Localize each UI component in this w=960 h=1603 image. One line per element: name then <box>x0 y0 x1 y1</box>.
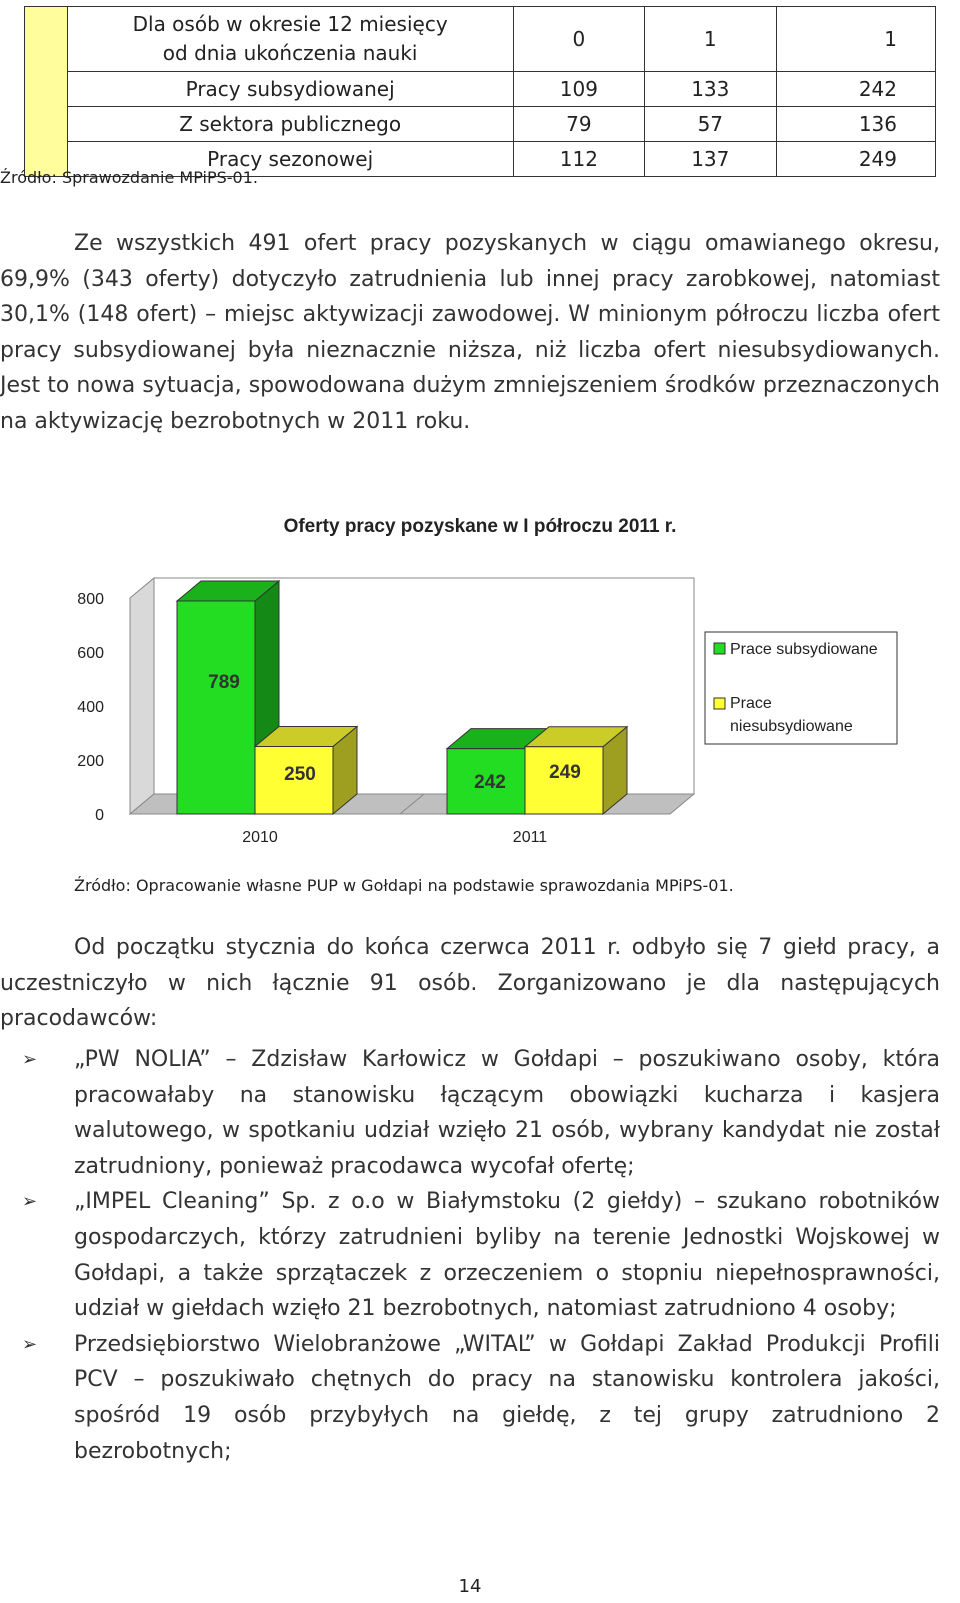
table-cell: 249 <box>776 142 935 177</box>
bar <box>177 601 255 814</box>
x-tick-label: 2010 <box>242 829 278 846</box>
highlight-cell <box>25 7 68 177</box>
table-cell: 109 <box>513 72 644 107</box>
employers-list <box>0 1042 940 1469</box>
y-tick-label: 600 <box>77 645 104 662</box>
list-item <box>0 1327 940 1469</box>
data-label: 789 <box>208 672 240 693</box>
body-paragraph: Od początku stycznia do końca czerwca 2011 r. odbyło się 7 giełd pracy, a uczestniczyło w nich łącznie 91 osób. Zorganizowano je dla następujących pracodawców: <box>0 935 940 1032</box>
label-line-2: od dnia ukończenia nauki <box>162 41 418 65</box>
table-cell: 133 <box>645 72 776 107</box>
table-source-note: Źródło: Sprawozdanie MPiPS-01. <box>0 168 258 187</box>
list-item <box>0 1042 940 1184</box>
page-number: 14 <box>458 1576 482 1597</box>
list-item <box>0 1184 940 1326</box>
table-row <box>25 72 936 107</box>
chart-title: Oferty pracy pozyskane w I półroczu 2011 r. <box>283 516 677 537</box>
chart-side-wall <box>130 578 154 814</box>
table-cell-label: Pracy sezonowej <box>67 142 513 177</box>
y-tick-label: 0 <box>95 807 104 824</box>
table-row <box>25 7 936 72</box>
table-cell: 1 <box>645 7 776 72</box>
legend-swatch <box>714 643 725 654</box>
data-label: 250 <box>284 764 316 785</box>
offers-table <box>24 6 936 177</box>
table-cell: 137 <box>645 142 776 177</box>
chart-source-note: Źródło: Opracowanie własne PUP w Gołdapi na podstawie sprawozdania MPiPS-01. <box>74 876 734 895</box>
table-cell: 1 <box>776 7 935 72</box>
table-cell-label: Z sektora publicznego <box>67 107 513 142</box>
bar-chart <box>0 560 960 870</box>
y-tick-label: 200 <box>77 753 104 770</box>
data-label: 242 <box>474 772 506 793</box>
legend-label: Prace subsydiowane <box>730 641 878 658</box>
list-item-text: Przedsiębiorstwo Wielobranżowe „WITAL” w Gołdapi Zakład Produkcji Profili PCV – poszukiwało chętnych do pracy na stanowisku kontrolera jakości, spośród 19 osób przybyłych na giełdę, z tej grupy zatrudniono 2 bezrobotnych; <box>74 1331 940 1464</box>
y-tick-label: 400 <box>77 699 104 716</box>
table-cell: 242 <box>776 72 935 107</box>
table-cell-label <box>67 7 513 72</box>
y-tick-label: 800 <box>77 591 104 608</box>
table-cell: 112 <box>513 142 644 177</box>
legend-swatch <box>714 698 725 709</box>
legend-label: Prace <box>730 695 772 712</box>
label-line-1: Dla osób w okresie 12 miesięcy <box>132 12 448 36</box>
data-label: 249 <box>549 762 581 783</box>
table-cell: 136 <box>776 107 935 142</box>
table-cell: 57 <box>645 107 776 142</box>
body-paragraph: Ze wszystkich 491 ofert pracy pozyskanych w ciągu omawianego okresu, 69,9% (343 oferty) dotyczyło zatrudnienia lub innej pracy zarobkowej, natomiast 30,1% (148 ofert) – miejsc aktywizacji zawodowej. W minionym półroczu liczba ofert pracy subsydiowanej była nieznacznie niższa, niż liczba ofert niesubsydiowanych. Jest to nowa sytuacja, spowodowana dużym zmniejszeniem środków przeznaczonych na aktywizację bezrobotnych w 2011 roku. <box>0 231 940 434</box>
arrowhead-bullet-icon: ➢ <box>22 1191 38 1213</box>
arrowhead-bullet-icon: ➢ <box>22 1049 38 1070</box>
list-item-text: „PW NOLIA” – Zdzisław Karłowicz w Gołdapi – poszukiwano osoby, która pracowałaby na stanowisku łączącym obowiązki kucharza i kasjera walutowego, w spotkaniu udział wzięło 21 osób, wybrany kandydat nie został zatrudniony, ponieważ pracodawca wycofał ofertę; <box>74 1047 940 1179</box>
list-item-text: „IMPEL Cleaning” Sp. z o.o w Białymstoku (2 giełdy) – szukano robotników gospodarczych, którzy zatrudnieni byliby na terenie Jednostki Wojskowej w Gołdapi, a także sprzątaczek z orzeczeniem o stopniu niepełnosprawności, udział w giełdach wzięło 21 bezrobotnych, natomiast zatrudniono 4 osoby; <box>74 1189 940 1322</box>
table-cell: 79 <box>513 107 644 142</box>
table-cell: 0 <box>513 7 644 72</box>
arrowhead-bullet-icon: ➢ <box>22 1333 38 1355</box>
table-cell-label: Pracy subsydiowanej <box>67 72 513 107</box>
legend-label: niesubsydiowane <box>730 718 853 735</box>
x-tick-label: 2011 <box>512 829 548 846</box>
table-row <box>25 107 936 142</box>
